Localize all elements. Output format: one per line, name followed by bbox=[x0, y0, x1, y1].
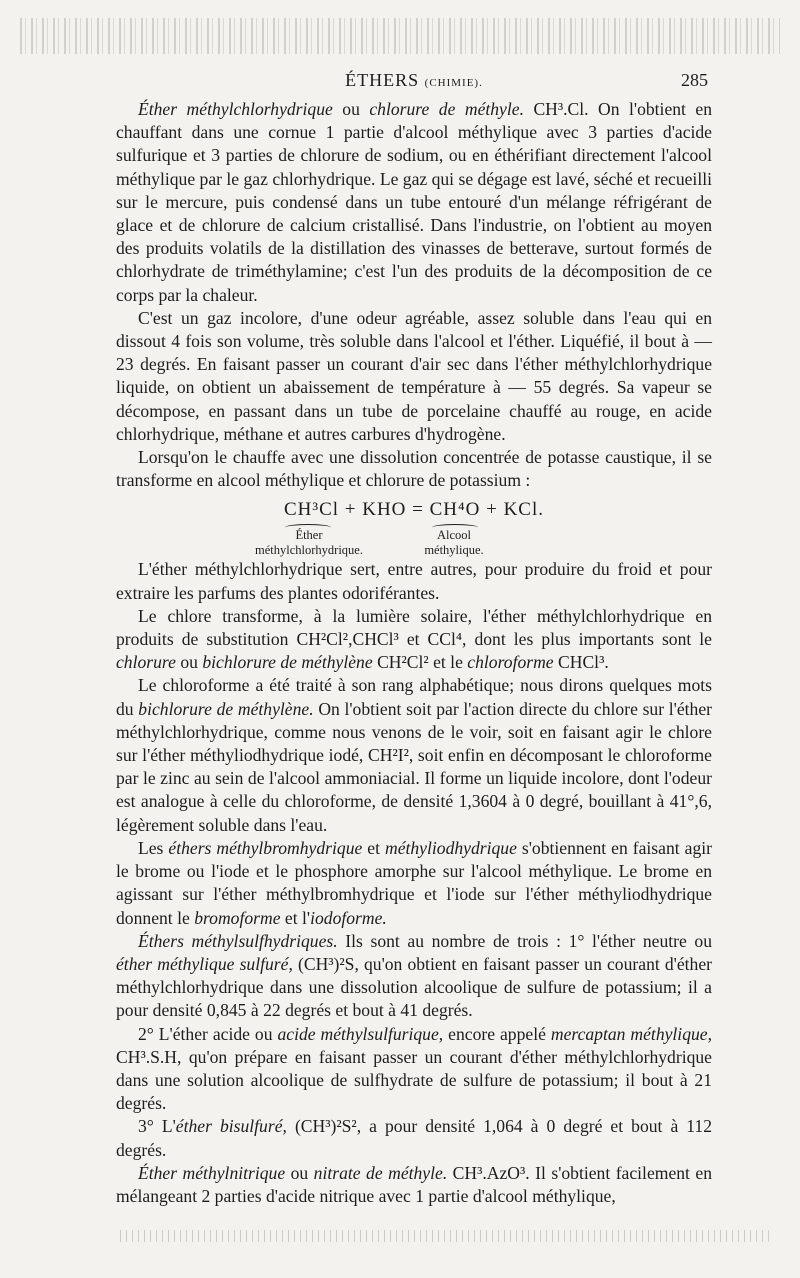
text-run: On l'obtient soit par l'action directe du chlore sur l'éther méthylchlorhydrique, comme nous venons de le voir, soit en faisant agir le chlore sur l'éther méthyliodhydrique iodé, CH²I², soit enfin en décomposant le chloroforme par le zinc au sein de l'alcool ammoniacial. Il forme un liquide incolore, dont l'odeur est analogue à celle du chloroforme, de densité 1,3604 à 0 degré, bouillant à 41°,6, légèrement soluble dans l'eau. bbox=[116, 698, 712, 835]
text-run: (CH³)²S², a pour densité 1,064 à 0 degré et bout à 112 degrés. bbox=[116, 1116, 713, 1160]
text-run: Le chloroforme a été traité à son rang alphabétique; nous dirons quelques mots du bbox=[116, 675, 712, 719]
term: bichlorure de méthylène bbox=[202, 652, 373, 673]
paragraph-gaz-incolore: C'est un gaz incolore, d'une odeur agréable, assez soluble dans l'eau qui en dissout 4 fois son volume, très soluble dans l'alcool et l'éther. Liquéfié, il bout à — 23 degrés. En faisant passer un courant d'air sec dans l'éther méthylchlorhydrique liquide, on obtient un abaissement de température à — 55 degrés. Sa vapeur se décompose, en passant dans un tube de porcelaine chauffé au rouge, en acide chlorhydrique, méthane et autres carbures d'hydrogène. bbox=[116, 307, 712, 444]
term: mercaptan méthylique, bbox=[550, 1023, 712, 1044]
paragraph-chlore bbox=[116, 605, 712, 675]
term: bromoforme bbox=[194, 907, 281, 928]
text-run: et l' bbox=[280, 907, 311, 928]
text-run: s'obtiennent en faisant agir le brome ou l'iode et le phosphore amorphe sur l'alcool méthylique. Le brome en agissant sur l'éther méthylbromhydrique et l'iode sur l'éther méthyliodhydrique donnent le bbox=[116, 837, 712, 928]
term: acide méthylsulfurique, bbox=[277, 1023, 444, 1044]
text-run: CH²Cl² et le bbox=[372, 652, 468, 673]
text-run: 3° L' bbox=[138, 1116, 176, 1137]
header-title-paren: (CHIMIE). bbox=[424, 77, 483, 89]
text-run: CHCl³. bbox=[553, 652, 609, 673]
text-run: CH³.Cl. On l'obtient en chauffant dans une cornue 1 partie d'alcool méthylique avec 3 parties d'acide sulfurique et 3 parties de chlorure de sodium, ou en éthérifiant directement l'alcool méthylique par le gaz chlorhydrique. Le gaz qui se dégage est lavé, séché et recueilli sur le mercure, puis condensé dans un tube entouré d'un mélange réfrigérant de glace et de chlorure de calcium cristallisé. Dans l'industrie, on l'obtient au moyen des produits volatils de la distillation des vinasses de betterave, surtout formés de chlorhydrate de triméthylamine; c'est l'un des produits de la décomposition de ce corps par la chaleur. bbox=[116, 99, 713, 305]
page-body bbox=[116, 98, 712, 1208]
chemical-equation bbox=[116, 498, 712, 556]
text-run: encore appelé bbox=[443, 1023, 551, 1044]
label-line: méthylchlorhydrique. bbox=[255, 543, 363, 558]
term: chlorure de méthyle. bbox=[369, 99, 524, 119]
term: nitrate de méthyle. bbox=[313, 1162, 448, 1183]
header-title-main: ÉTHERS bbox=[345, 70, 420, 90]
label-line: méthylique. bbox=[424, 543, 484, 558]
term: Éther méthylnitrique bbox=[138, 1162, 286, 1183]
term: éthers méthylbromhydrique bbox=[168, 837, 363, 858]
scan-noise-top bbox=[20, 18, 780, 54]
paragraph-sulfhydriques bbox=[116, 930, 712, 1023]
running-header bbox=[120, 70, 708, 96]
term: chlorure bbox=[116, 652, 176, 673]
equation-formula: CH³Cl + KHO = CH⁴O + KCl. bbox=[283, 499, 544, 521]
term: méthyliodhydrique bbox=[384, 837, 517, 858]
paragraph-ether-acide bbox=[116, 1023, 712, 1116]
term: chloroforme bbox=[467, 652, 554, 673]
text-run: 2° L'éther acide ou bbox=[138, 1023, 278, 1044]
text-run: (CH³)²S, qu'on obtient en faisant passer un courant d'éther méthylchlorhydrique dans une dissolution alcoolique de sulfure de potassium; il a pour densité 0,845 à 22 degrés et bout à 41 degrés. bbox=[116, 953, 712, 1021]
scan-noise-bottom bbox=[120, 1230, 770, 1242]
term: Éther méthylchlorhydrique bbox=[138, 99, 333, 119]
term: Éthers méthylsulfhydriques. bbox=[138, 930, 338, 951]
paragraph-ether-methylchlorhydrique bbox=[116, 98, 712, 307]
label-line: Éther bbox=[295, 528, 323, 543]
paragraph-usage: L'éther méthylchlorhydrique sert, entre autres, pour produire du froid et pour extraire les parfums des plantes odoriférantes. bbox=[116, 559, 712, 603]
paragraph-nitrique bbox=[116, 1162, 712, 1208]
page-number: 285 bbox=[681, 70, 708, 90]
paragraph-bisulfure bbox=[116, 1115, 712, 1161]
term: bichlorure de méthylène. bbox=[138, 698, 314, 719]
equation-label-right bbox=[414, 528, 494, 558]
text-run: Les bbox=[138, 837, 169, 858]
text-run: ou bbox=[332, 99, 370, 119]
text-run: ou bbox=[285, 1162, 314, 1183]
term: éther bisulfuré, bbox=[175, 1116, 287, 1137]
header-title bbox=[120, 70, 708, 91]
text-run: Ils sont au nombre de trois : 1° l'éther neutre ou bbox=[337, 930, 712, 951]
text-run: Le chlore transforme, à la lumière solaire, l'éther méthylchlorhydrique en produits de substitution CH²Cl²,CHCl³ et CCl⁴, dont les plus importants sont le bbox=[116, 605, 712, 650]
text-run: ou bbox=[175, 652, 203, 673]
term: iodoforme. bbox=[310, 907, 387, 928]
equation-label-left bbox=[248, 528, 370, 558]
label-line: Alcool bbox=[436, 528, 472, 543]
paragraph-chloroforme bbox=[116, 674, 712, 836]
paragraph-potasse: Lorsqu'on le chauffe avec une dissolution concentrée de potasse caustique, il se transforme en alcool méthylique et chlorure de potassium : bbox=[116, 447, 712, 491]
text-run: CH³.S.H, qu'on prépare en faisant passer un courant d'éther méthylchlorhydrique dans une solution alcoolique de sulfhydrate de sulfure de potassium; il bout à 21 degrés. bbox=[116, 1046, 712, 1114]
text-run: et bbox=[362, 837, 385, 858]
text-run: CH³.AzO³. Il s'obtient facilement en mélangeant 2 parties d'acide nitrique avec 1 partie d'alcool méthylique, bbox=[116, 1162, 712, 1206]
term: éther méthylique sulfuré, bbox=[116, 953, 293, 974]
paragraph-bromhydrique bbox=[116, 837, 712, 930]
